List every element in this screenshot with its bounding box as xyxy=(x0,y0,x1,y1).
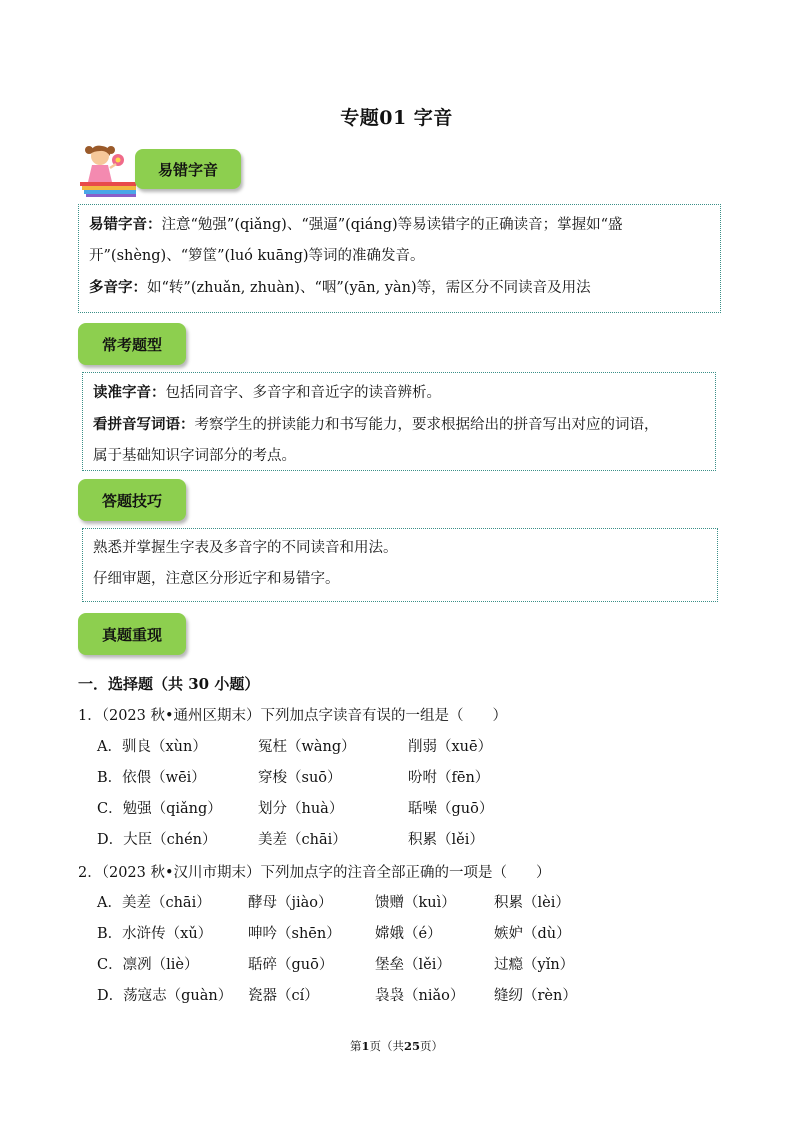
q2-option-1-2: 嫦娥（é） xyxy=(375,926,442,942)
q1-option-2-1: 划分（huà） xyxy=(258,801,344,817)
q2-option-0-2: 馈赠（kuì） xyxy=(375,895,456,911)
box3-line1: 熟悉并掌握生字表及多音字的不同读音和用法。 xyxy=(93,540,398,556)
q2-option-3-1: 瓷器（cí） xyxy=(248,988,319,1004)
tag-question-types: 常考题型 xyxy=(78,323,186,365)
q1-option-3-0: D．大臣（chén） xyxy=(97,832,217,848)
q2-option-1-3: 嫉妒（dù） xyxy=(494,926,571,942)
q2-option-2-2: 堡垒（lěi） xyxy=(375,957,451,973)
q2-option-2-0: C．凛冽（liè） xyxy=(97,957,199,973)
info-box-answer-tips xyxy=(82,528,718,602)
q2-option-3-2: 袅袅（niǎo） xyxy=(375,988,465,1004)
box3-line2: 仔细审题，注意区分形近字和易错字。 xyxy=(93,571,340,587)
question-2-stem: 2．（2023 秋•汉川市期末）下列加点字的注音全部正确的一项是（ ） xyxy=(78,865,551,881)
q2-option-0-3: 积累（lèi） xyxy=(494,895,570,911)
q2-option-0-0: A．美差（chāi） xyxy=(97,895,211,911)
box2-line1: 读准字音：包括同音字、多音字和音近字的读音辨析。 xyxy=(93,384,441,401)
q2-option-3-0: D．荡寇志（guàn） xyxy=(97,988,233,1004)
q1-option-3-2: 积累（lěi） xyxy=(408,832,484,848)
box1-line3: 多音字：如“转”(zhuǎn, zhuàn)、“咽”(yān, yàn)等，需区分不同读音及用法 xyxy=(89,279,591,296)
q2-option-1-1: 呻吟（shēn） xyxy=(248,926,341,942)
page-footer: 第1页（共25页） xyxy=(349,1039,444,1053)
tag-real-questions: 真题重现 xyxy=(78,613,186,655)
q2-option-0-1: 酵母（jiào） xyxy=(248,895,333,911)
q2-option-3-3: 缝纫（rèn） xyxy=(494,988,577,1004)
box1-line2: 开”(shèng)、“箩筐”(luó kuāng)等词的准确发音。 xyxy=(89,248,425,264)
q1-option-3-1: 美差（chāi） xyxy=(258,832,347,848)
box1-line1: 易错字音：注意“勉强”(qiǎng)、“强逼”(qiáng)等易读错字的正确读音；掌握如“盛 xyxy=(89,216,623,233)
q1-option-0-0: A．驯良（xùn） xyxy=(97,739,207,755)
q1-option-1-0: B．依偎（wēi） xyxy=(97,770,206,786)
box2-line3: 属于基础知识字词部分的考点。 xyxy=(93,448,296,464)
tag-answer-tips: 答题技巧 xyxy=(78,479,186,521)
q1-option-1-2: 吩咐（fēn） xyxy=(408,770,490,786)
girl-mascot-icon xyxy=(78,142,138,198)
info-box-common-errors xyxy=(78,204,721,313)
tag-common-errors: 易错字音 xyxy=(135,149,241,189)
q2-option-2-3: 过瘾（yǐn） xyxy=(494,957,575,973)
q1-option-0-2: 削弱（xuē） xyxy=(408,739,493,755)
q1-option-2-0: C．勉强（qiǎng） xyxy=(97,801,222,817)
info-box-question-types xyxy=(82,372,716,471)
page-title: 专题01 字音 xyxy=(340,107,453,129)
section-heading: 一．选择题（共 30 小题） xyxy=(78,675,260,693)
box2-line2: 看拼音写词语：考察学生的拼读能力和书写能力，要求根据给出的拼音写出对应的词语， xyxy=(93,416,659,433)
question-1-stem: 1．（2023 秋•通州区期末）下列加点字读音有误的一组是（ ） xyxy=(78,708,508,724)
q2-option-1-0: B．水浒传（xǔ） xyxy=(97,926,213,942)
q1-option-2-2: 聒噪（guō） xyxy=(408,801,494,817)
q1-option-1-1: 穿梭（suō） xyxy=(258,770,342,786)
q2-option-2-1: 聒碎（guō） xyxy=(248,957,334,973)
q1-option-0-1: 冤枉（wàng） xyxy=(258,739,356,755)
